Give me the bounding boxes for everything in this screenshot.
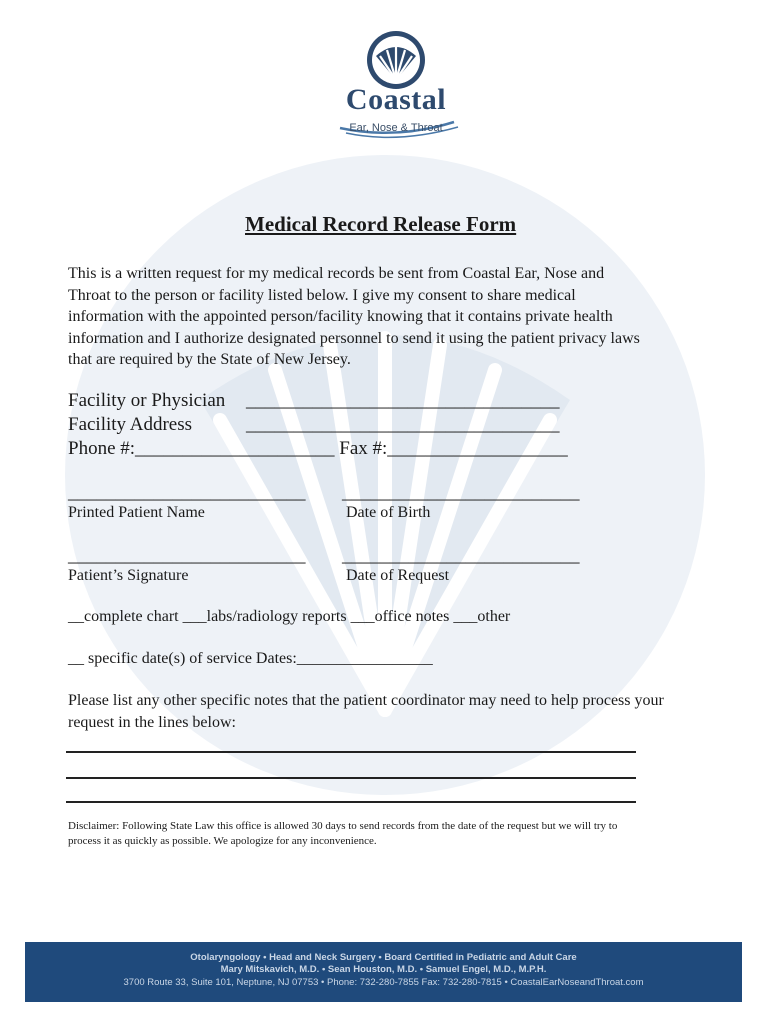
notes-line[interactable] — [66, 777, 636, 779]
logo-brand: Coastal — [345, 83, 447, 116]
facility-label: Facility or Physician — [68, 390, 226, 411]
notes-line[interactable] — [66, 751, 636, 753]
record-type-options[interactable]: __complete chart ___labs/radiology reports ___office notes ___other — [68, 608, 511, 625]
request-date-input[interactable]: _________________________ — [342, 545, 580, 566]
notes-line[interactable] — [66, 801, 636, 803]
dob-label: Date of Birth — [346, 504, 431, 521]
footer-contact: 3700 Route 33, Suite 101, Neptune, NJ 07753 • Phone: 732-280-7855 Fax: 732-280-7815 • CoastalEarNoseandThroat.com — [123, 977, 644, 988]
footer-physicians: Mary Mitskavich, M.D. • Sean Houston, M.D. • Samuel Engel, M.D., M.P.H. — [220, 964, 547, 975]
address-input[interactable]: _________________________________ — [246, 414, 560, 435]
phone-fax-line[interactable]: Phone #:_____________________ Fax #:___________________ — [68, 438, 568, 459]
service-dates-option[interactable]: __ specific date(s) of service Dates:_________________ — [68, 650, 433, 667]
footer-banner — [25, 942, 742, 1002]
logo-subtitle: Ear, Nose & Throat — [349, 122, 443, 134]
footer-specialties: Otolaryngology • Head and Neck Surgery • Board Certified in Pediatric and Adult Care — [190, 952, 577, 963]
facility-input[interactable]: _________________________________ — [246, 390, 560, 411]
address-label: Facility Address — [68, 414, 193, 435]
notes-prompt: Please list any other specific notes that the patient coordinator may need to help process your request in the lines below: — [68, 692, 664, 731]
dob-input[interactable]: _________________________ — [342, 482, 580, 503]
form-title: Medical Record Release Form — [245, 212, 517, 236]
signature-input[interactable]: _________________________ — [68, 545, 306, 566]
signature-label: Patient’s Signature — [68, 567, 189, 584]
logo-text — [326, 84, 466, 134]
printed-name-label: Printed Patient Name — [68, 504, 205, 521]
intro-paragraph: This is a written request for my medical records be sent from Coastal Ear, Nose and Throat to the person or facility listed below. I give my consent to share medical information with the appointed person/facility knowing that it contains private health information and I authorize designated personnel to send it using the patient privacy laws that are required by the State of New Jersey. — [68, 265, 640, 368]
printed-name-input[interactable]: _________________________ — [68, 482, 306, 503]
request-date-label: Date of Request — [346, 567, 450, 584]
disclaimer: Disclaimer: Following State Law this office is allowed 30 days to send records from the date of the request but we will try to process it as quickly as possible. We apologize for any inconvenience. — [68, 820, 618, 847]
